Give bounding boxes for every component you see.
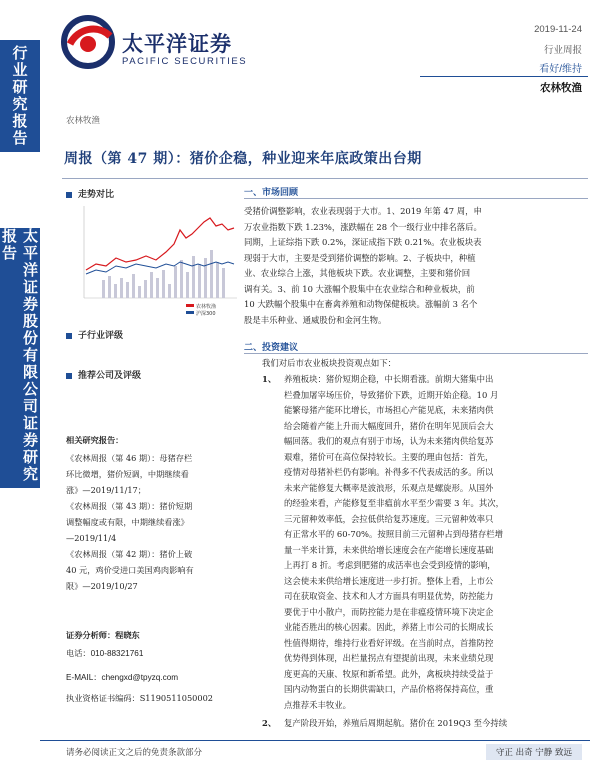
- market-line: 股是丰乐种业、通威股份和金河生物。: [244, 314, 387, 325]
- related-line: 《农林周报（第 43 期）：猪价短期: [66, 501, 193, 511]
- header-divider: [420, 76, 588, 77]
- subindustry-section-title: 子行业评级: [66, 328, 123, 341]
- market-line: 万农业指数下跌 1.23%，涨跌幅在 28 个一级行业中排名落后。: [244, 221, 482, 232]
- related-line: 环比微增，猪价短调，中期继续看: [66, 469, 189, 479]
- analyst-name: 证券分析师：程晓东: [66, 630, 140, 640]
- related-line: 调整幅度或有限，中期继续看涨》: [66, 517, 189, 527]
- item1-line: 国内动物蛋白的长期供需缺口，产品价格将保持高位，重: [284, 684, 494, 694]
- market-review-heading: 一、市场回顾: [244, 188, 299, 198]
- report-type: 行业周报: [543, 45, 582, 56]
- report-date: 2019-11-24: [534, 24, 582, 35]
- item1-line: 疫情对母猪补栏仍有影响。补得多不代表成活的多。所以: [284, 467, 494, 477]
- related-line: 涨》—2019/11/17；: [66, 485, 146, 495]
- trend-section-title: 走势对比: [66, 187, 114, 200]
- square-bullet-icon: [66, 333, 72, 339]
- square-bullet-icon: [66, 373, 72, 379]
- related-reports-title: 相关研究报告：: [66, 435, 124, 445]
- analyst-phone: 电话：010-88321761: [66, 649, 144, 658]
- company-section-title: 推荐公司及评级: [66, 368, 141, 381]
- market-line: 同期，上证综指下跌 0.2%，深证成指下跌 0.21%。农业板块表: [244, 237, 482, 247]
- related-line: 《农林周报（第 42 期）：猪价上破: [66, 549, 193, 559]
- item1-line: 艰难，猪价可在高位保持较长。主要的理由包括：首先，: [284, 451, 494, 462]
- invest-intro: 我们对后市农业板块投资观点如下：: [262, 358, 396, 368]
- legend-agri: 农林牧渔: [196, 304, 217, 310]
- item1-line: 未来产能修复大概率是波浪形，乐观点是螺旋形。从国外: [284, 482, 494, 493]
- item1-line: 的经验来看，产能修复至非瘟前水平至少需要 3 年。其次，: [284, 498, 505, 508]
- item1-line: 养殖板块：猪价短期企稳，中长期看涨。前期大猪集中出: [284, 374, 494, 384]
- item1-line: 能繁母猪产能环比增长，市场担心产能见底，未来猪肉供: [284, 405, 494, 415]
- legend-csi300: 沪深300: [196, 311, 216, 317]
- related-line: —2019/11/4: [66, 533, 117, 543]
- report-title: 周报（第 47 期）：猪价企稳，种业迎来年底政策出台期: [64, 151, 422, 167]
- item2-line: 复产阶段开始，养殖后周期起航。猪价在 2019Q3 至今持续: [284, 718, 508, 728]
- item1-line: 点推荐禾丰牧业。: [284, 699, 351, 710]
- item1-line: 要优于中小散户，而防控能力是在非瘟疫情环境下决定企: [284, 606, 494, 617]
- item1-line: 优势得到体现，出栏量拐点有望提前出现，未来业绩兑现: [284, 653, 494, 663]
- industry-tag: 农林牧渔: [66, 116, 101, 126]
- footer-motto: 守正 出奇 宁静 致远: [486, 744, 582, 760]
- market-line: 10 大跌幅个股集中在畜禽养殖和动物保健板块。涨幅前 3 名个: [244, 299, 478, 309]
- item1-line: 量一半来计算，未来供给增长速度会在产能增长速度基础: [284, 544, 494, 555]
- analyst-license: 执业资格证书编码：S1190511050002: [66, 693, 214, 703]
- item1-line: 性值得期待，维持行业看好评级。在当前时点，首推防控: [284, 637, 494, 648]
- related-line: 限》—2019/10/27: [66, 581, 138, 591]
- title-divider: [62, 178, 588, 179]
- analyst-email: E-MAIL：chengxd@tpyzq.com: [66, 673, 179, 682]
- investment-advice-heading: 二、投资建议: [244, 343, 299, 353]
- item1-line: 三元留种效率低，会拉低供给复苏速度。三元留种效率只: [284, 513, 494, 524]
- market-review-body: [244, 204, 586, 328]
- related-reports-list: [66, 450, 244, 594]
- item1-line: 栏叠加屠宰场压价，导致猪价下跌，近期开始企稳。10 月: [284, 389, 499, 400]
- market-heading-rule: [244, 198, 588, 199]
- item1-line: 给会随着产能上升而大幅度回升，猪价在明年见顶后会大: [284, 420, 494, 431]
- item1-line: 业能否胜出的核心因素。因此，养猪上市公司的长期成长: [284, 622, 494, 632]
- item1-line: 幅回落。我们的观点有别于市场，认为未来猪肉供给复苏: [284, 436, 494, 446]
- item1-line: 度更高的天康、牧原和新希望。此外，禽板块持续受益于: [284, 668, 494, 679]
- industry-name: 农林牧渔: [540, 82, 582, 94]
- sidebar-top-label: 行业研究报告: [0, 40, 40, 152]
- market-line: 业、农业综合上涨，其他板块下跌。农业调整，主要和猪价回: [244, 268, 471, 278]
- logo-chinese-name: 太平洋证券: [122, 32, 232, 56]
- footer-divider: [40, 740, 590, 741]
- item1-line: 司在获取资金、技术和人才方面具有明显优势，防控能力: [284, 591, 494, 601]
- related-line: 《农林周报（第 46 期）：母猪存栏: [66, 453, 193, 463]
- item2-number: 2、: [262, 718, 277, 728]
- logo-english-name: PACIFIC SECURITIES: [122, 56, 248, 67]
- item1-line: 这会使未来供给增长速度进一步打折。整体上看，上市公: [284, 575, 494, 586]
- related-line: 40 元，鸡价受进口美国鸡肉影响有: [66, 565, 194, 575]
- chart-bars: [102, 250, 225, 298]
- logo-mark-icon: [60, 14, 116, 70]
- rating: 看好/维持: [539, 64, 582, 75]
- market-line: 受猪价调整影响，农业表现弱于大市。1、2019 年第 47 周，申: [244, 206, 482, 216]
- item1-number: 1、: [262, 374, 277, 384]
- item1-line: 上再打 8 折。考虑到肥猪的成活率也会受到疫情的影响，: [284, 560, 496, 570]
- sidebar-bottom-label: 太平洋证券股份有限公司证券研究报告: [0, 228, 40, 488]
- company-logo: [60, 14, 116, 70]
- invest-heading-rule: [244, 353, 588, 354]
- trend-chart: [62, 200, 240, 318]
- square-bullet-icon: [66, 192, 72, 198]
- item1-line: 有正常水平的 60-70%。按照目前三元留种占到母猪存栏增: [284, 529, 504, 539]
- market-line: 现弱于大市，主要是受到猪价调整的影响。2、子板块中，种植: [244, 252, 476, 263]
- market-line: 调有关。3、前 10 大涨幅个股集中在农业综合和种业板块，前: [244, 283, 475, 294]
- footer-disclaimer: 请务必阅读正文之后的免责条款部分: [66, 748, 203, 758]
- item1-body: [284, 372, 586, 713]
